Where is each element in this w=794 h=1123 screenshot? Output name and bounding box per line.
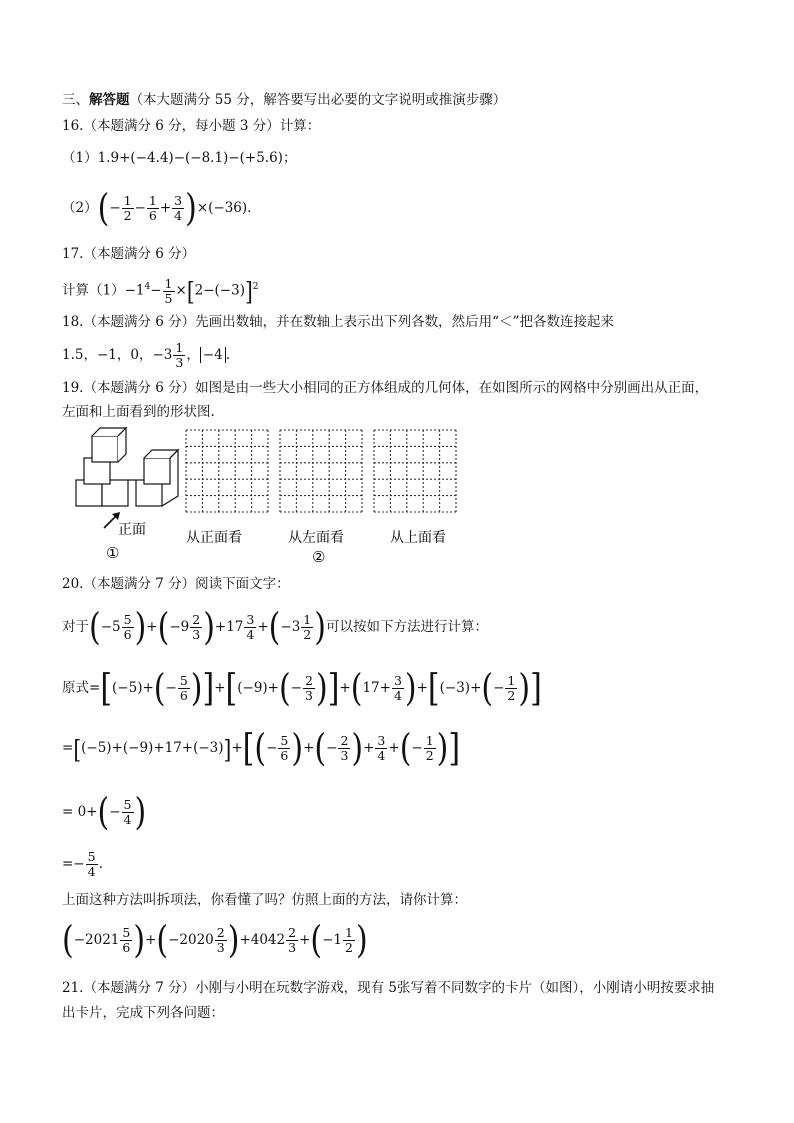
q16-part2: （2）(− $\frac{1}{2}$ − $\frac{1}{6}$ + $\frac{3}{4}$ )×(−36).: [62, 186, 252, 230]
view-grid-3: [374, 430, 456, 512]
grids: [186, 430, 456, 512]
q20-step2: =[(−5)+(−9)+17+(−3)]+[(− $\frac{5}{6}$ )+(− $\frac{2}{3}$ )+ $\frac{3}{4}$ +(− $\frac{1}{2}$ )]: [62, 726, 461, 770]
q20-problem: 对于(−5 $\frac{5}{6}$ )+(−9 $\frac{2}{3}$ )+17 $\frac{3}{4}$ +(−3 $\frac{1}{2}$ )可以按如下方法进行计算：: [62, 605, 488, 649]
label-left-view: 从左面看: [288, 530, 344, 546]
q20-header: 20.（本题满分 7 分）阅读下面文字：: [62, 576, 290, 592]
q18-numbers: 1.5，−1，0，−3 $\frac{1}{3}$ ， −4 .: [62, 340, 231, 370]
label-front: 正面: [118, 522, 146, 538]
label-front-view: 从正面看: [186, 530, 242, 546]
q16-part1: （1）1.9+(−4.4)−(−8.1)−(+5.6)；: [62, 150, 297, 166]
label-1: ①: [106, 544, 120, 562]
q16-part2-expr: (− $\frac{1}{2}$ − $\frac{1}{6}$ + $\frac{3}{4}$ )×(−36).: [97, 186, 252, 230]
q20-task: (−2021 $\frac{5}{6}$ )+(−2020 $\frac{2}{3}$ )+4042 $\frac{2}{3}$ +(−1 $\frac{1}{2}$ ): [62, 918, 368, 962]
q16-part1-expr: 1.9+(−4.4)−(−8.1)−(+5.6)；: [97, 150, 297, 166]
q19-header: 19.（本题满分 6 分）如图是由一些大小相同的正方体组成的几何体，在如图所示的网格中分别画出从正面，: [62, 380, 709, 396]
section-title: 解答题: [89, 92, 130, 108]
q17-header: 17.（本题满分 6 分）: [62, 246, 196, 262]
label-2: ②: [312, 548, 326, 566]
q20-step3: = 0+(− $\frac{5}{4}$ ): [62, 790, 147, 834]
q20-step1: 原式=[(−5)+(− $\frac{5}{6}$ )]+[(−9)+(− $\frac{2}{3}$ )]+(17+ $\frac{3}{4}$ )+[(−3)+(− $\frac{1}{2}$ )]: [62, 666, 542, 710]
q20-step4: =− $\frac{5}{4}$ .: [62, 849, 103, 879]
q21-header: 21.（本题满分 7 分）小刚与小明在玩数字游戏，现有 5张写着不同数字的卡片（如图），小刚请小明按要求抽: [62, 980, 715, 996]
label-top-view: 从上面看: [390, 530, 446, 546]
cube-solid: [76, 428, 178, 506]
view-grid-2: [280, 430, 362, 512]
q18-header: 18.（本题满分 6 分）先画出数轴，并在数轴上表示出下列各数，然后用“＜”把各数连接起来: [62, 314, 614, 330]
q20-method: 上面这种方法叫拆项法，你看懂了吗？仿照上面的方法，请你计算：: [62, 892, 467, 908]
q16-header: 16.（本题满分 6 分，每小题 3 分）计算：: [62, 118, 321, 134]
q19-figure: [62, 422, 482, 568]
q19-line2: 左面和上面看到的形状图.: [62, 404, 215, 420]
view-grid-1: [186, 430, 268, 512]
q21-line2: 出卡片，完成下列各问题：: [62, 1005, 224, 1021]
q17-expr: 计算$(1)-1^4-$ $\frac{1}{5}$ $\times[2-(-3)]^2$: [62, 275, 259, 306]
section-header: 三、解答题（本大题满分 55 分，解答要写出必要的文字说明或推演步骤）: [62, 92, 507, 108]
